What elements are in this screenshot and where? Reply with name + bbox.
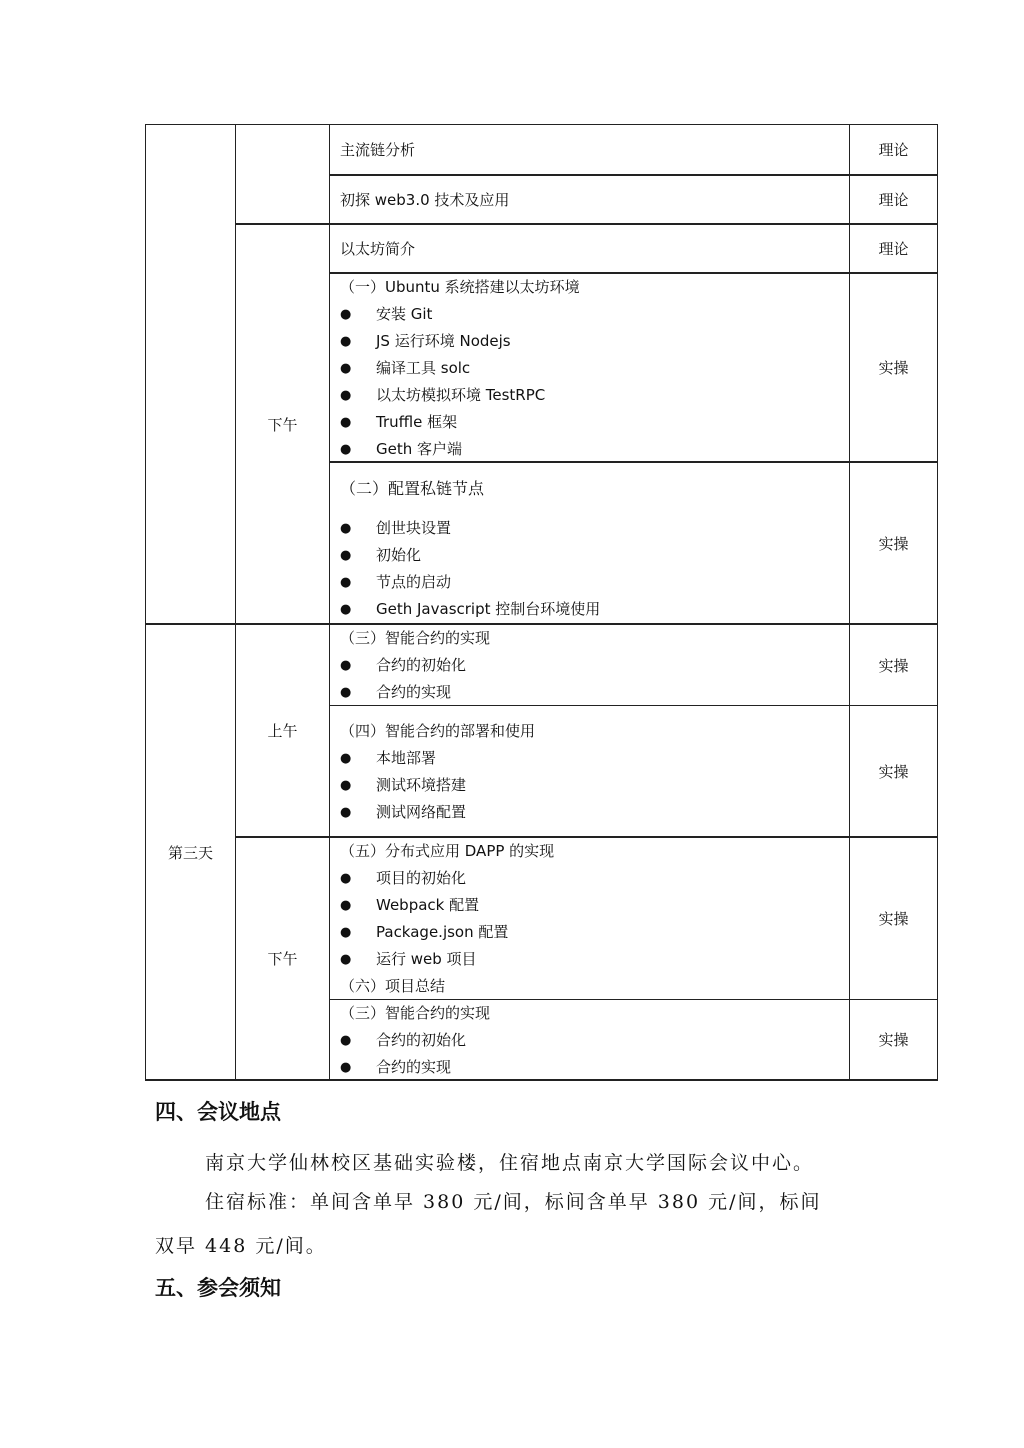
type-cell: 理论: [878, 240, 909, 258]
item-text: Webpack 配置: [376, 896, 480, 914]
topic-cell: [330, 176, 849, 223]
venue-paragraph-line1: 南京大学仙林校区基础实验楼，住宿地点南京大学国际会议中心。: [205, 1152, 815, 1174]
list-item: [330, 436, 849, 463]
list-item: [330, 652, 849, 679]
table-border-right: [937, 124, 938, 1081]
list-item: [330, 596, 849, 623]
type-cell: 实操: [878, 359, 909, 377]
topic-title: 初探 web3.0 技术及应用: [340, 191, 510, 209]
bullet-icon: ●: [340, 388, 352, 403]
list-item: [330, 745, 849, 772]
bullet-icon: ●: [340, 805, 352, 820]
list-item: [330, 1027, 849, 1054]
topic-title: 以太坊简介: [340, 240, 416, 258]
list-item: [330, 355, 849, 382]
topic-cell: [330, 274, 849, 461]
bullet-icon: ●: [340, 548, 352, 563]
list-item: [330, 865, 849, 892]
type-cell: 实操: [878, 910, 909, 928]
item-text: 创世块设置: [376, 519, 452, 537]
list-item: [330, 892, 849, 919]
item-text: Truffle 框架: [376, 413, 458, 431]
topic-title: （五）分布式应用 DAPP 的实现: [340, 842, 555, 860]
period-afternoon-day3: 下午: [267, 950, 298, 968]
topic-cell: [330, 1000, 849, 1079]
list-item: [330, 382, 849, 409]
bullet-icon: ●: [340, 898, 352, 913]
list-item: [330, 515, 849, 542]
topic-title: 主流链分析: [340, 141, 416, 159]
venue-paragraph-line3: 双早 448 元/间。: [155, 1235, 327, 1257]
bullet-icon: ●: [340, 334, 352, 349]
topic-cell: [330, 125, 849, 174]
item-text: Geth 客户端: [376, 440, 463, 458]
list-item: [330, 409, 849, 436]
list-item: [330, 946, 849, 973]
bullet-icon: ●: [340, 361, 352, 376]
list-item: [330, 542, 849, 569]
item-text: Geth Javascript 控制台环境使用: [376, 600, 601, 618]
item-text: 合约的实现: [376, 683, 452, 701]
bullet-icon: ●: [340, 658, 352, 673]
list-item: [330, 919, 849, 946]
item-text: 安装 Git: [376, 305, 433, 323]
list-item: [330, 301, 849, 328]
type-cell: 实操: [878, 656, 909, 675]
item-text: Package.json 配置: [376, 923, 509, 941]
item-text: 初始化: [376, 546, 422, 564]
topic-footer: （六）项目总结: [340, 977, 446, 995]
topic-title: （三）智能合约的实现: [340, 629, 491, 647]
period-afternoon-day2: 下午: [267, 415, 298, 434]
item-text: 合约的实现: [376, 1058, 452, 1076]
bullet-icon: ●: [340, 925, 352, 940]
item-text: JS 运行环境 Nodejs: [376, 332, 511, 350]
list-item: [330, 328, 849, 355]
bullet-icon: ●: [340, 751, 352, 766]
type-cell: 实操: [878, 534, 909, 553]
topic-title: （四）智能合约的部署和使用: [340, 722, 536, 740]
type-cell: 理论: [878, 191, 909, 209]
bullet-icon: ●: [340, 685, 352, 700]
venue-paragraph-line2: 住宿标准：单间含单早 380 元/间，标间含单早 380 元/间，标间: [205, 1191, 822, 1213]
topic-cell: [330, 838, 849, 999]
item-text: 项目的初始化: [376, 869, 467, 887]
bullet-icon: ●: [340, 415, 352, 430]
bullet-icon: ●: [340, 442, 352, 457]
list-item: [330, 1054, 849, 1081]
topic-title: （二）配置私链节点: [340, 479, 485, 498]
section-heading-venue: 四、会议地点: [155, 1099, 281, 1124]
schedule-table: [145, 124, 938, 1081]
topic-title: （三）智能合约的实现: [340, 1004, 491, 1022]
bullet-icon: ●: [340, 1060, 352, 1075]
topic-cell: [330, 225, 849, 272]
bullet-icon: ●: [340, 575, 352, 590]
day3-label: 第三天: [167, 844, 213, 862]
bullet-icon: ●: [340, 778, 352, 793]
type-cell: 理论: [878, 141, 909, 159]
list-item: [330, 569, 849, 596]
item-text: 运行 web 项目: [376, 950, 477, 968]
item-text: 测试环境搭建: [376, 776, 467, 794]
list-item: [330, 799, 849, 826]
bullet-icon: ●: [340, 521, 352, 536]
list-item: [330, 679, 849, 706]
bullet-icon: ●: [340, 1033, 352, 1048]
item-text: 编译工具 solc: [376, 359, 471, 377]
item-text: 测试网络配置: [376, 803, 467, 821]
type-cell: 实操: [878, 1031, 909, 1049]
item-text: 节点的启动: [376, 573, 452, 591]
bullet-icon: ●: [340, 307, 352, 322]
item-text: 本地部署: [376, 749, 437, 767]
topic-title: （一）Ubuntu 系统搭建以太坊环境: [340, 278, 580, 296]
topic-cell: [330, 625, 849, 705]
bullet-icon: ●: [340, 952, 352, 967]
bullet-icon: ●: [340, 602, 352, 617]
period-morning-day3: 上午: [267, 722, 298, 740]
topic-cell: [330, 706, 849, 836]
topic-cell: [330, 463, 849, 623]
item-text: 合约的初始化: [376, 656, 467, 674]
type-cell: 实操: [878, 762, 909, 781]
item-text: 以太坊模拟环境 TestRPC: [376, 386, 546, 404]
section-heading-notice: 五、参会须知: [155, 1275, 281, 1300]
list-item: [330, 772, 849, 799]
item-text: 合约的初始化: [376, 1031, 467, 1049]
bullet-icon: ●: [340, 871, 352, 886]
